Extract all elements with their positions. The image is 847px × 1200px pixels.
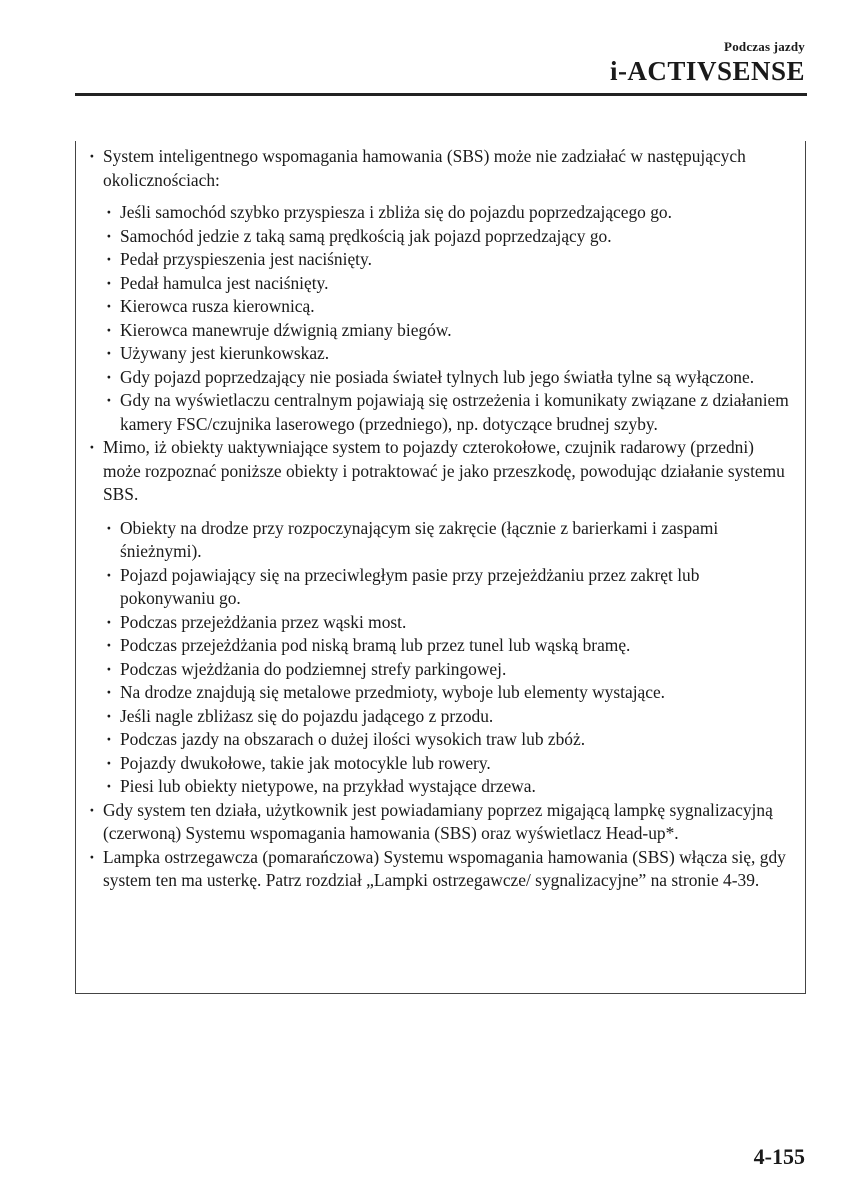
list-item: · Podczas wjeżdżania do podziemnej strefy parkingowej. — [106, 658, 789, 682]
list-item: · System inteligentnego wspomagania hamowania (SBS) może nie zadziałać w następujących okolicznościach: — [89, 145, 789, 192]
list-item: · Piesi lub obiekty nietypowe, na przykład wystające drzewa. — [106, 775, 789, 799]
chapter-title: i-ACTIVSENSE — [609, 56, 805, 86]
list-item: · Pedał hamulca jest naciśnięty. — [106, 272, 789, 296]
sublist — [106, 201, 789, 436]
list-item: · Jeśli nagle zbliżasz się do pojazdu jadącego z przodu. — [106, 705, 789, 729]
list-item: · Gdy system ten działa, użytkownik jest powiadamiany poprzez migającą lampkę sygnalizacyjną (czerwoną) Systemu wspomagania hamowania (SBS) oraz wyświetlacz Head-up*. — [89, 799, 789, 846]
list-item: · Podczas przejeżdżania przez wąski most. — [106, 611, 789, 635]
list-item: · Podczas jazdy na obszarach o dużej ilości wysokich traw lub zbóż. — [106, 728, 789, 752]
list-item: · Kierowca rusza kierownicą. — [106, 295, 789, 319]
sublist — [106, 517, 789, 799]
section-name: Podczas jazdy — [724, 39, 805, 54]
list-item: · Jeśli samochód szybko przyspiesza i zbliża się do pojazdu poprzedzającego go. — [106, 201, 789, 225]
list-item: · Pojazd pojawiający się na przeciwległym pasie przy przejeżdżaniu przez zakręt lub pokonywaniu go. — [106, 564, 789, 611]
list-item: · Obiekty na drodze przy rozpoczynającym się zakręcie (łącznie z barierkami i zaspami śnieżnymi). — [106, 517, 789, 564]
list-item: · Na drodze znajdują się metalowe przedmioty, wyboje lub elementy wystające. — [106, 681, 789, 705]
header-rule — [75, 93, 807, 96]
list-item: · Używany jest kierunkowskaz. — [106, 342, 789, 366]
list-item: · Gdy na wyświetlaczu centralnym pojawiają się ostrzeżenia i komunikaty związane z działaniem kamery FSC/czujnika laserowego (przedniego), np. dotyczące brudnej szyby. — [106, 389, 789, 436]
page-number: 4-155 — [753, 1144, 805, 1169]
bullet-list — [89, 145, 789, 893]
list-item: · Kierowca manewruje dźwignią zmiany biegów. — [106, 319, 789, 343]
list-item: · Gdy pojazd poprzedzający nie posiada świateł tylnych lub jego światła tylne są wyłączone. — [106, 366, 789, 390]
list-item: · Samochód jedzie z taką samą prędkością jak pojazd poprzedzający go. — [106, 225, 789, 249]
list-item: · Pedał przyspieszenia jest naciśnięty. — [106, 248, 789, 272]
list-item: · Podczas przejeżdżania pod niską bramą lub przez tunel lub wąską bramę. — [106, 634, 789, 658]
list-item: · Mimo, iż obiekty uaktywniające system to pojazdy czterokołowe, czujnik radarowy (przedni) może rozpoznać poniższe obiekty i potraktować je jako przeszkodę, powodując działanie systemu SBS. — [89, 436, 789, 507]
list-item: · Lampka ostrzegawcza (pomarańczowa) Systemu wspomagania hamowania (SBS) włącza się, gdy system ten ma usterkę. Patrz rozdział „Lampki ostrzegawcze/ sygnalizacyjne” na stronie 4-39. — [89, 846, 789, 893]
list-item: · Pojazdy dwukołowe, takie jak motocykle lub rowery. — [106, 752, 789, 776]
